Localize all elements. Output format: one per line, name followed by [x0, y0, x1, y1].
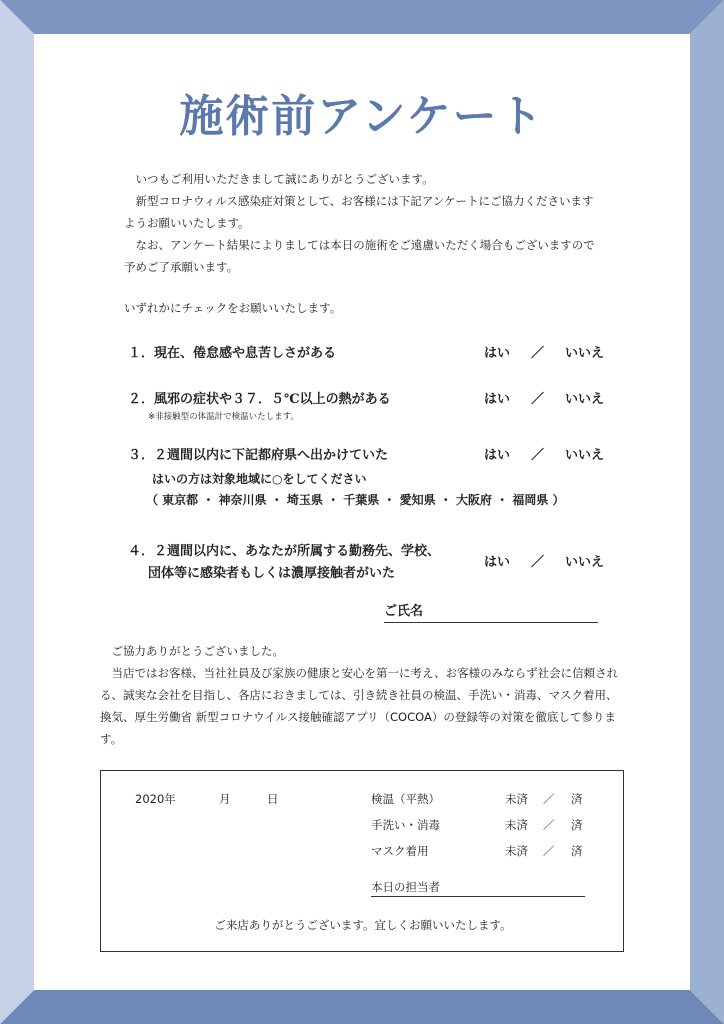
- thermometer-note: ※非接触型の体温計で検温いたします。: [148, 412, 299, 422]
- intro-line: なお、アンケート結果によりましては本日の施術をご遠慮いただく場合もございますので予めご了承願います。: [124, 238, 595, 274]
- check-label: マスク着用: [371, 844, 429, 858]
- no-option[interactable]: いいえ: [564, 555, 604, 570]
- year-label: 2020年: [135, 792, 176, 806]
- staff-label: 本日の担当者: [371, 880, 440, 894]
- closing-text: [100, 640, 624, 750]
- not-done-option[interactable]: 未済: [505, 844, 528, 858]
- intro-line: いつもご利用いただきまして誠にありがとうございます。: [135, 172, 434, 186]
- separator: ／: [530, 346, 544, 361]
- page-title: 施術前アンケート: [179, 91, 545, 142]
- question-text: １．現在、倦怠感や息苦しさがある: [128, 346, 337, 361]
- question-text: ３．２週間以内に下記都府県へ出かけていた: [128, 448, 389, 463]
- no-option[interactable]: いいえ: [564, 392, 604, 407]
- question-text: ２．風邪の症状や３７．５℃以上の熱がある: [128, 392, 391, 407]
- region-instruction: はいの方は対象地域に○をしてください: [152, 472, 367, 486]
- done-option[interactable]: 済: [571, 792, 583, 806]
- intro-text: [124, 168, 604, 278]
- instruction-text: いずれかにチェックをお願いいたします。: [124, 301, 342, 315]
- separator: ／: [543, 792, 555, 806]
- answer-options: [484, 342, 604, 361]
- yes-option[interactable]: はい: [484, 346, 511, 361]
- yes-option[interactable]: はい: [484, 392, 511, 407]
- closing-line: 当店ではお客様、当社社員及び家族の健康と安心を第一に考え、お客様のみならず社会に信頼される、誠実な会社を目指し、各店におきましては、引き続き社員の検温、手洗い・消毒、マスク着用、換気、厚生労働省 新型コロナウイルス接触確認アプリ（COCOA）の登録等の対策を徹底して参ります。: [100, 666, 619, 746]
- name-field[interactable]: [384, 600, 598, 623]
- no-option[interactable]: いいえ: [564, 448, 604, 463]
- staff-signature-line[interactable]: [371, 896, 585, 897]
- yes-option[interactable]: はい: [484, 448, 511, 463]
- name-label: ご氏名: [384, 604, 424, 619]
- question-text: ４．２週間以内に、あなたが所属する勤務先、学校、: [128, 544, 441, 559]
- separator: ／: [543, 818, 555, 832]
- staff-check-box: [100, 770, 624, 952]
- not-done-option[interactable]: 未済: [505, 792, 528, 806]
- done-option[interactable]: 済: [571, 844, 583, 858]
- done-option[interactable]: 済: [571, 818, 583, 832]
- answer-options: [484, 551, 604, 570]
- closing-line: ご協力ありがとうございました。: [111, 644, 284, 658]
- separator: ／: [543, 844, 555, 858]
- question-text: 団体等に感染者もしくは濃厚接触者がいた: [148, 566, 396, 581]
- intro-line: 新型コロナウィルス感染症対策として、お客様には下記アンケートにご協力くださいますようお願いいたします。: [124, 194, 594, 230]
- separator: ／: [530, 448, 544, 463]
- no-option[interactable]: いいえ: [564, 346, 604, 361]
- separator: ／: [530, 555, 544, 570]
- thanks-message: ご来店ありがとうございます。宜しくお願いいたします。: [214, 918, 512, 932]
- month-label: 月: [219, 792, 231, 806]
- separator: ／: [530, 392, 544, 407]
- region-list[interactable]: （ 東京都 ・ 神奈川県 ・ 埼玉県 ・ 千葉県 ・ 愛知県 ・ 大阪府 ・ 福岡県 ）: [146, 493, 565, 507]
- yes-option[interactable]: はい: [484, 555, 511, 570]
- day-label: 日: [267, 792, 279, 806]
- check-label: 手洗い・消毒: [371, 818, 440, 832]
- answer-options: [484, 388, 604, 407]
- answer-options: [484, 444, 604, 463]
- check-label: 検温（平熱）: [371, 792, 440, 806]
- not-done-option[interactable]: 未済: [505, 818, 528, 832]
